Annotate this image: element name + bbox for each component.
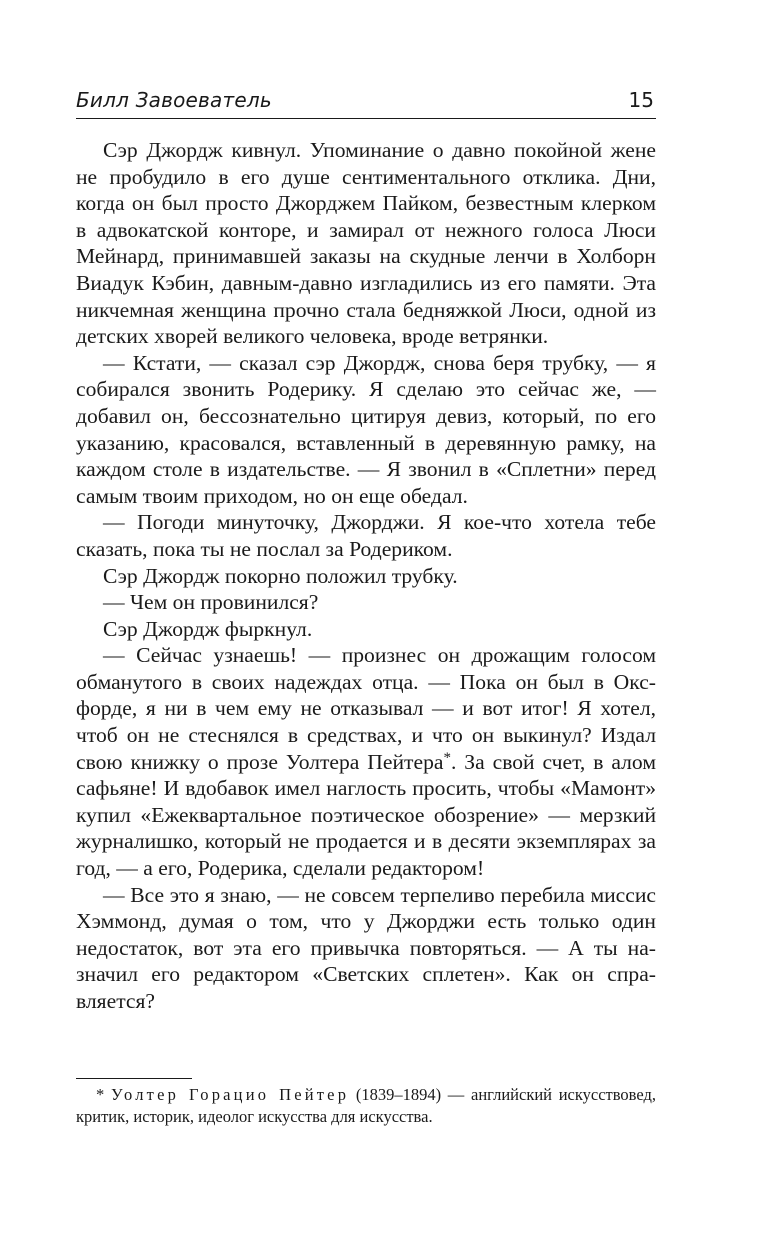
page-header [76, 86, 656, 119]
paragraph: — Все это я знаю, — не совсем терпеливо перебила миссис Хэммонд, думая о том, что у Джорджи есть только один недостаток, вот эта его привычка повторяться. — А ты назначил его редактором «Светских сплетен». Как он справляется? [76, 882, 656, 1013]
footnote [76, 1084, 656, 1127]
footnote-name: Уолтер Горацио Пейтер [110, 1085, 350, 1104]
footnote-mark: * [96, 1085, 105, 1104]
paragraph-text-after-mark: . За свой счет, в алом сафьяне! И вдобавок имел наглость просить, чтобы «Мамонт» купил «Ежеквартальное поэтическое обозрение» — мерзкий журналишко, который не продается и в десяти экземплярах за год, — а его, Родерика, сделали редактором! [76, 749, 656, 881]
paragraph: Сэр Джордж покорно положил трубку. [103, 563, 458, 588]
body-text [76, 137, 656, 1015]
paragraph-text-before-mark: — Сейчас узнаешь! — произнес он дрожащим голосом обманутого в своих надеждах отца. — Пока он был в Оксфорде, я ни в чем ему не отказывал — и вот итог! Я хотел, чтоб он не стеснялся в средствах, и что он выкинул? Издал свою книжку о прозе Уолтера Пейтера [76, 643, 656, 774]
paragraph: — Кстати, — сказал сэр Джордж, снова беря трубку, — я собирался звонить Родерику. Я сделаю это сейчас же, — добавил он, бессознательно цитируя девиз, который, по его указанию, красовался, вставленный в деревянную рамку, на каждом столе в издательстве. — Я звонил в «Сплетни» перед самым твоим приходом, но он еще обедал. [76, 350, 656, 508]
running-title: Билл Завоеватель [76, 88, 272, 112]
paragraph: — Чем он провинился? [103, 590, 319, 615]
paragraph: — Погоди минуточку, Джорджи. Я кое-что хотела тебе сказать, пока ты не послал за Родериком. [76, 510, 656, 561]
footnote-reference-mark[interactable]: * [443, 749, 451, 766]
paragraph: Сэр Джордж фыркнул. [103, 616, 313, 641]
paragraph: Сэр Джордж кивнул. Упоминание о давно покойной жене не пробудило в его душе сентиментального отклика. Дни, когда он был просто Джорджем Пайком, безвестным клерком в адвокатской конторе, и замирал от нежного голоса Люси Мейнард, принимавшей заказы на скудные ленчи в Холборн Виадук Кэбин, давным-давно изгладились из его памяти. Эта никчемная женщина прочно стала бедняжкой Люси, одной из детских хворей великого человека, вроде ветрянки. [76, 138, 656, 349]
page-number: 15 [628, 88, 654, 112]
footnote-divider [76, 1078, 192, 1079]
paragraph-with-footnote [76, 642, 656, 881]
footnote-text: (1839–1894) — английский искусствовед, критик, историк, идеолог искусства для искусства. [76, 1085, 657, 1126]
